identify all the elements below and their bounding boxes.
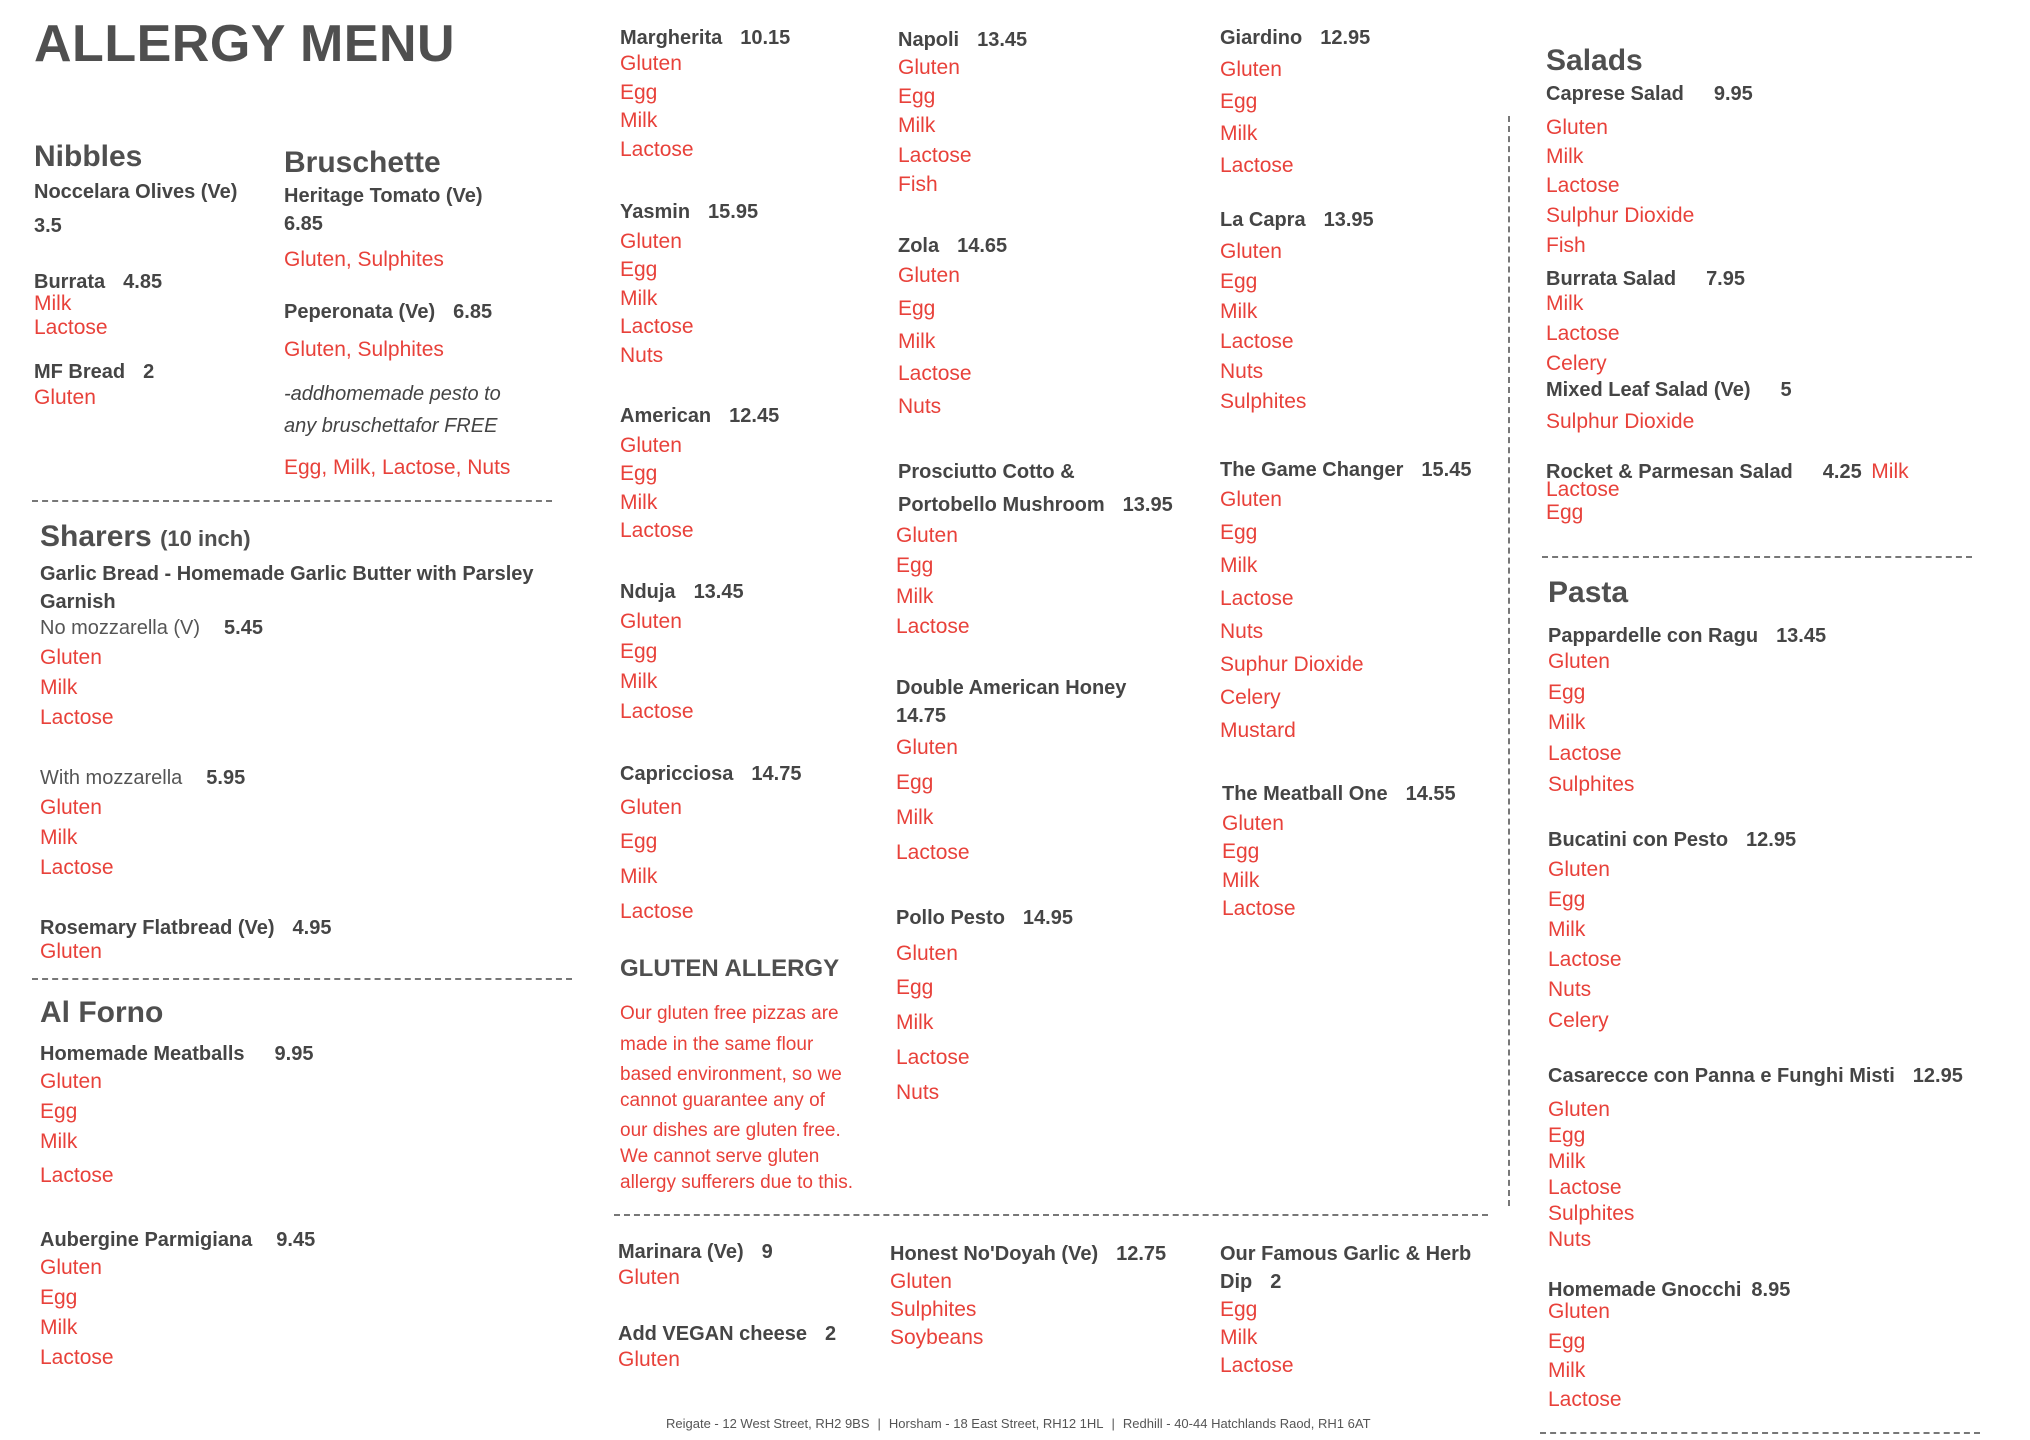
allergen: Lactose <box>1220 1354 1294 1377</box>
dish-name: Bucatini con Pesto <box>1548 829 1729 851</box>
menu-title: ALLERGY MENU <box>34 15 456 73</box>
gluten-allergy-line: allergy sufferers due to this. <box>620 1172 854 1193</box>
footer-horsham: Horsham - 18 East Street, RH12 1HL <box>888 1416 1104 1431</box>
option-with-mozzarella <box>40 764 245 792</box>
allergen: Gluten <box>898 56 960 79</box>
divider <box>32 500 552 502</box>
footer-separator: | <box>1111 1416 1115 1431</box>
option-name: No mozzarella (V) <box>40 617 201 639</box>
allergen: Lactose <box>40 856 114 879</box>
dish-pappardelle <box>1548 622 1826 650</box>
allergen: Sulphur Dioxide <box>1546 204 1695 227</box>
option-name: With mozzarella <box>40 767 183 789</box>
allergen: Milk <box>896 1011 934 1034</box>
allergen: Lactose <box>620 138 694 161</box>
dish-peperonata <box>284 298 492 326</box>
allergen: Lactose <box>1220 154 1294 177</box>
pasta-heading: Pasta <box>1548 576 1629 609</box>
dish-name: Pollo Pesto <box>896 907 1005 929</box>
allergen: Lactose <box>1546 322 1620 345</box>
dish-name: MF Bread <box>34 361 126 383</box>
allergen: Celery <box>1220 686 1281 709</box>
allergen: Egg <box>620 830 658 853</box>
allergen: Gluten <box>620 230 682 253</box>
dish-bucatini <box>1548 826 1796 854</box>
allergen: Fish <box>1546 234 1586 257</box>
allergen: Sulphites <box>890 1298 977 1321</box>
allergen: Milk <box>1220 1326 1258 1349</box>
allergen: Milk <box>1871 460 1909 483</box>
allergen: Gluten <box>1222 812 1284 835</box>
dish-price: 14.65 <box>957 235 1008 257</box>
dish-price: 12.95 <box>1912 1065 1963 1087</box>
allergen: Celery <box>1548 1009 1609 1032</box>
allergen: Milk <box>898 330 936 353</box>
sharers-heading <box>40 520 251 554</box>
footer-separator: | <box>877 1416 881 1431</box>
allergen: Lactose <box>896 841 970 864</box>
divider <box>614 1214 1488 1216</box>
footer-addresses <box>666 1416 1371 1431</box>
allergen: Lactose <box>1548 742 1622 765</box>
allergen-list: Egg, Milk, Lactose, Nuts <box>284 456 511 479</box>
bruschette-heading: Bruschette <box>284 146 441 179</box>
dish-prosciutto-line1: Prosciutto Cotto & <box>898 461 1075 483</box>
allergen: Gluten <box>40 1256 102 1279</box>
dish-name: Rosemary Flatbread (Ve) <box>40 917 275 939</box>
allergen: Gluten <box>1546 116 1608 139</box>
dish-heritage-price: 6.85 <box>284 213 323 235</box>
dish-name: Pappardelle con Ragu <box>1548 625 1759 647</box>
allergen: Lactose <box>1548 1388 1622 1411</box>
allergen: Egg <box>896 976 934 999</box>
dish-heritage-name: Heritage Tomato (Ve) <box>284 185 483 207</box>
dish-olives-name: Noccelara Olives (Ve) <box>34 181 238 203</box>
dish-name: Burrata Salad <box>1546 268 1677 290</box>
dish-name: Yasmin <box>620 201 691 223</box>
allergen: Gluten <box>620 434 682 457</box>
allergen: Gluten <box>620 52 682 75</box>
dish-double-american-name: Double American Honey <box>896 677 1127 699</box>
allergen: Lactose <box>1548 1176 1622 1199</box>
allergen: Milk <box>898 114 936 137</box>
allergen: Milk <box>620 491 658 514</box>
vertical-divider <box>1508 116 1510 1206</box>
dish-price: 4.25 <box>1822 461 1862 483</box>
allergen: Milk <box>896 585 934 608</box>
pesto-note-line1: -addhomemade pesto to <box>284 383 501 405</box>
allergen: Milk <box>896 806 934 829</box>
allergen: Nuts <box>896 1081 940 1104</box>
allergen: Milk <box>1548 1359 1586 1382</box>
dish-name: The Meatball One <box>1222 783 1388 805</box>
allergen: Egg <box>1546 501 1584 524</box>
allergen: Milk <box>34 292 72 315</box>
nibbles-heading: Nibbles <box>34 140 143 173</box>
dish-price: 13.45 <box>977 29 1028 51</box>
dish-price: 2 <box>824 1323 837 1345</box>
allergen: Gluten <box>1548 650 1610 673</box>
allergen: Milk <box>1546 145 1584 168</box>
allergen: Gluten <box>618 1266 680 1289</box>
allergen: Sulphur Dioxide <box>1546 410 1695 433</box>
dish-mf-bread <box>34 358 154 386</box>
dish-american <box>620 402 779 430</box>
dish-name: Rocket & Parmesan Salad <box>1546 461 1793 483</box>
pesto-note-line2: any bruschettafor FREE <box>284 415 498 437</box>
dish-name: Burrata <box>34 271 106 293</box>
allergen: Egg <box>896 554 934 577</box>
dish-price: 5 <box>1780 379 1792 401</box>
allergen: Gluten <box>896 524 958 547</box>
allergen: Gluten <box>620 610 682 633</box>
footer-redhill: Redhill - 40-44 Hatchlands Raod, RH1 6AT <box>1122 1416 1371 1431</box>
gluten-allergy-heading: GLUTEN ALLERGY <box>620 955 840 982</box>
option-price: 5.95 <box>206 767 246 789</box>
salads-heading: Salads <box>1546 44 1643 77</box>
allergen: Milk <box>40 1316 78 1339</box>
option-no-mozzarella <box>40 614 263 642</box>
dish-price: 13.95 <box>1323 209 1374 231</box>
dish-name: Dip <box>1220 1271 1253 1293</box>
dish-price: 13.95 <box>1122 494 1173 516</box>
allergen: Egg <box>1548 681 1586 704</box>
dish-name: Nduja <box>620 581 676 603</box>
allergen: Egg <box>1548 1124 1586 1147</box>
allergen: Nuts <box>620 344 664 367</box>
allergen: Egg <box>620 258 658 281</box>
allergen: Celery <box>1546 352 1607 375</box>
dish-price: 14.95 <box>1022 907 1073 929</box>
dish-name: Margherita <box>620 27 723 49</box>
allergen: Gluten <box>1548 1300 1610 1323</box>
allergen: Milk <box>620 109 658 132</box>
dish-meatball-one <box>1222 780 1456 808</box>
allergen: Gluten <box>34 386 96 409</box>
allergen: Egg <box>1220 1298 1258 1321</box>
sharers-heading-size: (10 inch) <box>160 526 251 551</box>
allergen: Gluten <box>1548 858 1610 881</box>
allergen: Egg <box>620 462 658 485</box>
allergen: Lactose <box>1546 478 1620 501</box>
dish-name: Zola <box>898 235 940 257</box>
allergen: Nuts <box>898 395 942 418</box>
dish-name: The Game Changer <box>1220 459 1404 481</box>
dish-name: Peperonata (Ve) <box>284 301 436 323</box>
dish-margherita <box>620 24 790 52</box>
allergen: Egg <box>1220 270 1258 293</box>
dish-name: Capricciosa <box>620 763 734 785</box>
divider <box>1540 1432 1980 1434</box>
allergen: Gluten <box>896 942 958 965</box>
allergen: Egg <box>1222 840 1260 863</box>
dish-garlic-bread-line1: Garlic Bread - Homemade Garlic Butter with Parsley <box>40 563 534 585</box>
allergen: Nuts <box>1548 978 1592 1001</box>
dish-giardino <box>1220 24 1370 52</box>
allergen: Milk <box>1548 1150 1586 1173</box>
dish-price: 14.75 <box>751 763 802 785</box>
allergen: Gluten <box>40 940 102 963</box>
allergen: Milk <box>1220 554 1258 577</box>
dish-garlic-dip-line1: Our Famous Garlic & Herb <box>1220 1243 1472 1265</box>
dish-name: Aubergine Parmigiana <box>40 1229 253 1251</box>
divider <box>32 978 572 980</box>
allergen: Milk <box>620 865 658 888</box>
gluten-allergy-line: Our gluten free pizzas are <box>620 1003 839 1024</box>
dish-price: 14.55 <box>1405 783 1456 805</box>
allergen: Milk <box>620 670 658 693</box>
dish-game-changer <box>1220 456 1471 484</box>
dish-la-capra <box>1220 206 1374 234</box>
dish-price: 2 <box>143 361 155 383</box>
allergen: Nuts <box>1220 620 1264 643</box>
allergen: Fish <box>898 173 938 196</box>
dish-price: 12.95 <box>1746 829 1797 851</box>
dish-price: 15.45 <box>1421 459 1472 481</box>
allergen: Gluten <box>620 796 682 819</box>
allergen-list: Gluten, Sulphites <box>284 248 444 271</box>
allergen: Gluten <box>890 1270 952 1293</box>
allergen: Gluten <box>898 264 960 287</box>
dish-caprese <box>1546 80 1753 108</box>
allergen: Egg <box>620 640 658 663</box>
dish-name: Homemade Gnocchi <box>1548 1279 1742 1301</box>
dish-price: 9 <box>761 1241 773 1263</box>
allergen: Gluten <box>40 1070 102 1093</box>
allergen: Gluten <box>1548 1098 1610 1121</box>
allergen: Nuts <box>1220 360 1264 383</box>
allergen: Milk <box>1548 711 1586 734</box>
dish-price: 6.85 <box>453 301 493 323</box>
allergen: Gluten <box>40 796 102 819</box>
gluten-allergy-line: We cannot serve gluten <box>620 1146 820 1167</box>
allergen: Milk <box>1220 122 1258 145</box>
dish-price: 4.85 <box>123 271 163 293</box>
dish-napoli <box>898 26 1027 54</box>
allergen: Egg <box>898 85 936 108</box>
divider <box>1542 556 1972 558</box>
allergen: Milk <box>40 1130 78 1153</box>
dish-double-american-price: 14.75 <box>896 705 947 727</box>
dish-price: 12.95 <box>1320 27 1371 49</box>
dish-aubergine <box>40 1226 315 1254</box>
dish-vegan-cheese <box>618 1320 836 1348</box>
dish-meatballs <box>40 1040 313 1068</box>
dish-price: 15.95 <box>708 201 759 223</box>
dish-garlic-bread-line2: Garnish <box>40 591 116 613</box>
dish-pollo-pesto <box>896 904 1073 932</box>
sharers-heading-text: Sharers <box>40 520 152 553</box>
gluten-allergy-line: based environment, so we <box>620 1064 842 1085</box>
allergen: Lactose <box>896 1046 970 1069</box>
allergen: Egg <box>620 81 658 104</box>
dish-name: Honest No'Doyah (Ve) <box>890 1243 1099 1265</box>
allergen: Sulphites <box>1220 390 1307 413</box>
allergen: Gluten <box>896 736 958 759</box>
gluten-allergy-line: made in the same flour <box>620 1034 814 1055</box>
allergen: Lactose <box>898 362 972 385</box>
allergen: Egg <box>40 1286 78 1309</box>
allergen: Egg <box>1220 521 1258 544</box>
allergen: Lactose <box>40 1346 114 1369</box>
allergen: Nuts <box>1548 1228 1592 1251</box>
allergen: Milk <box>1546 292 1584 315</box>
dish-price: 12.75 <box>1116 1243 1167 1265</box>
dish-name: American <box>620 405 712 427</box>
dish-capricciosa <box>620 760 801 788</box>
allergen: Lactose <box>898 144 972 167</box>
allergen: Egg <box>898 297 936 320</box>
dish-name: Add VEGAN cheese <box>618 1323 807 1345</box>
dish-rosemary <box>40 914 331 942</box>
allergen: Milk <box>620 287 658 310</box>
allergen: Gluten <box>1220 240 1282 263</box>
dish-price: 10.15 <box>740 27 791 49</box>
allergen: Lactose <box>1548 948 1622 971</box>
dish-name: Mixed Leaf Salad (Ve) <box>1546 379 1751 401</box>
allergen: Sulphites <box>1548 773 1635 796</box>
dish-zola <box>898 232 1007 260</box>
dish-mixed-leaf <box>1546 376 1792 404</box>
allergen: Gluten <box>1220 58 1282 81</box>
allergen: Egg <box>896 771 934 794</box>
dish-burrata-salad <box>1546 265 1745 293</box>
option-price: 5.45 <box>224 617 263 639</box>
allergen: Egg <box>1220 90 1258 113</box>
allergen: Lactose <box>620 700 694 723</box>
dish-price: 9.95 <box>274 1043 314 1065</box>
dish-price: 7.95 <box>1706 268 1745 290</box>
allergen: Lactose <box>1220 587 1294 610</box>
allergen: Gluten <box>40 646 102 669</box>
allergen: Milk <box>40 676 78 699</box>
allergen: Lactose <box>620 900 694 923</box>
allergen: Mustard <box>1220 719 1296 742</box>
allergen: Milk <box>1548 918 1586 941</box>
allergen: Gluten <box>618 1348 680 1371</box>
dish-price: 4.95 <box>292 917 332 939</box>
allergen: Soybeans <box>890 1326 984 1349</box>
allergen: Lactose <box>620 519 694 542</box>
allergen: Lactose <box>34 316 108 339</box>
allergen: Gluten <box>1220 488 1282 511</box>
dish-nduja <box>620 578 744 606</box>
allergen: Lactose <box>40 1164 114 1187</box>
dish-olives-price: 3.5 <box>34 215 62 237</box>
allergen: Lactose <box>1220 330 1294 353</box>
dish-name: Portobello Mushroom <box>898 494 1105 516</box>
dish-name: Casarecce con Panna e Funghi Misti <box>1548 1065 1895 1087</box>
allergen: Egg <box>40 1100 78 1123</box>
dish-garlic-dip-line2 <box>1220 1268 1281 1296</box>
dish-name: Napoli <box>898 29 960 51</box>
dish-price: 9.95 <box>1713 83 1753 105</box>
dish-name: Homemade Meatballs <box>40 1043 245 1065</box>
allergen: Milk <box>1220 300 1258 323</box>
dish-marinara <box>618 1238 773 1266</box>
dish-name: La Capra <box>1220 209 1306 231</box>
dish-price: 2 <box>1270 1271 1282 1293</box>
dish-price: 8.95 <box>1751 1279 1791 1301</box>
allergen: Sulphites <box>1548 1202 1635 1225</box>
dish-honest <box>890 1240 1166 1268</box>
dish-prosciutto-line2 <box>898 491 1173 519</box>
gluten-allergy-line: cannot guarantee any of <box>620 1090 825 1111</box>
dish-price: 13.45 <box>693 581 744 603</box>
dish-name: Caprese Salad <box>1546 83 1684 105</box>
gluten-allergy-line: our dishes are gluten free. <box>620 1120 841 1141</box>
allergen: Suphur Dioxide <box>1220 653 1364 676</box>
dish-yasmin <box>620 198 758 226</box>
allergen: Lactose <box>896 615 970 638</box>
dish-price: 9.45 <box>276 1229 316 1251</box>
dish-price: 12.45 <box>729 405 780 427</box>
al-forno-heading: Al Forno <box>40 996 164 1029</box>
dish-name: Marinara (Ve) <box>618 1241 744 1263</box>
footer-reigate: Reigate - 12 West Street, RH2 9BS <box>666 1416 870 1431</box>
allergen: Milk <box>40 826 78 849</box>
allergen-list: Gluten, Sulphites <box>284 338 444 361</box>
allergen: Milk <box>1222 869 1260 892</box>
allergen: Egg <box>1548 1330 1586 1353</box>
allergen: Lactose <box>1222 897 1296 920</box>
dish-price: 13.45 <box>1776 625 1827 647</box>
allergen: Lactose <box>620 315 694 338</box>
allergen: Lactose <box>40 706 114 729</box>
allergen: Lactose <box>1546 174 1620 197</box>
allergen: Egg <box>1548 888 1586 911</box>
dish-name: Giardino <box>1220 27 1303 49</box>
dish-casarecce <box>1548 1062 1963 1090</box>
